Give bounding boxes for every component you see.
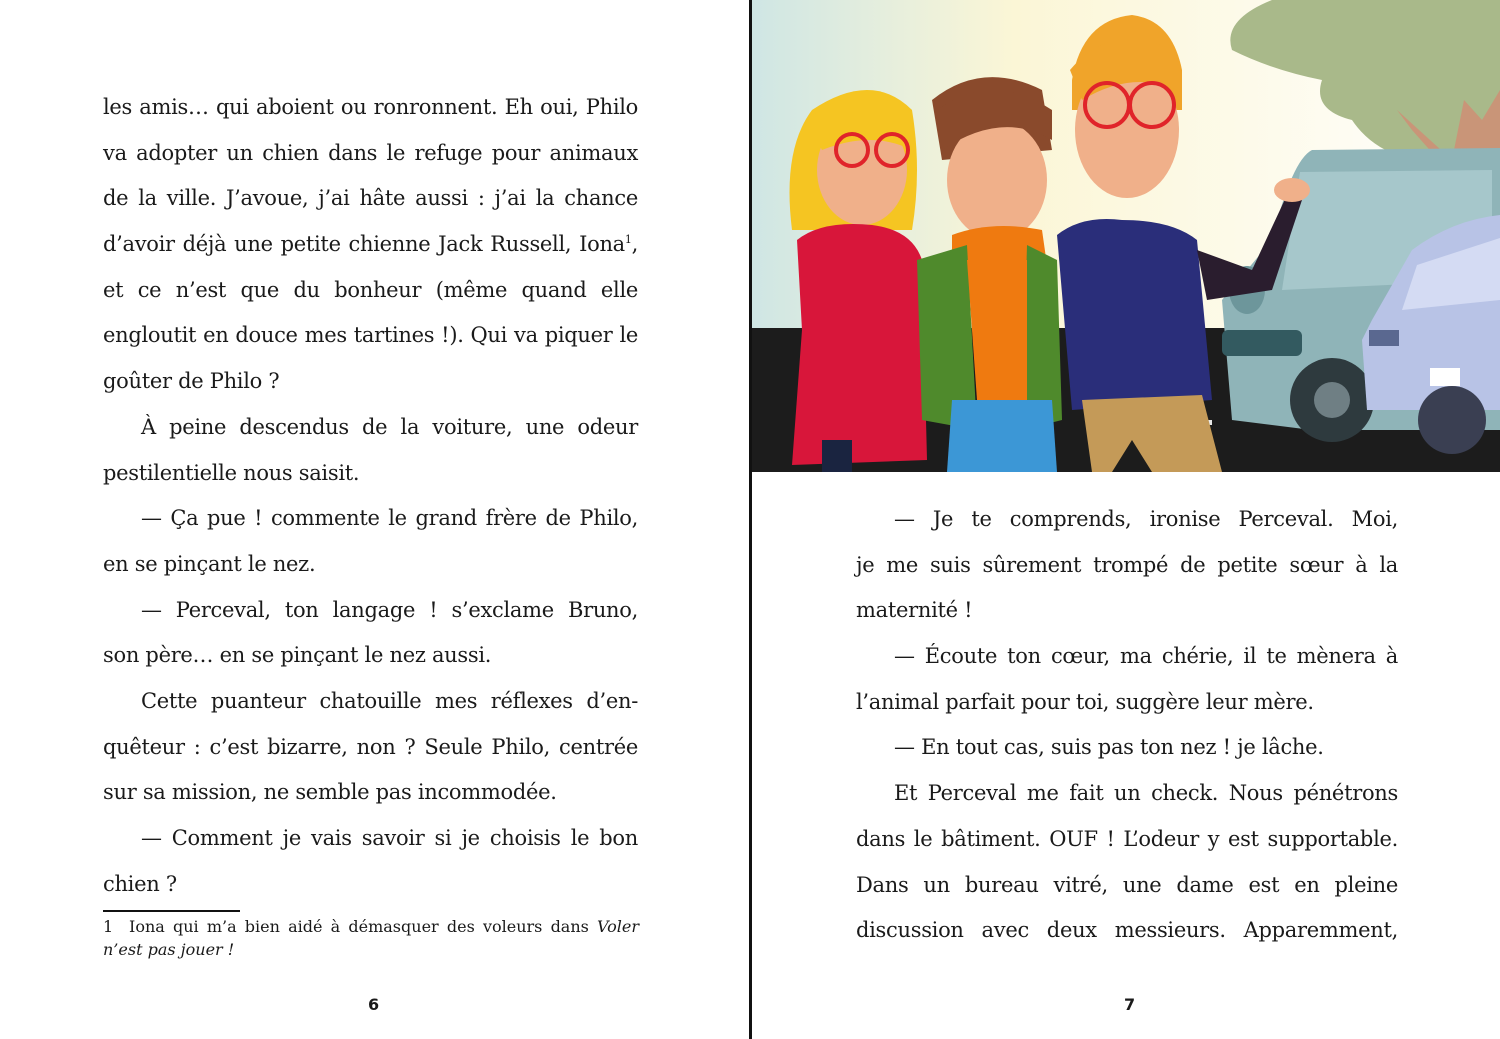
footnote-reference[interactable]: 1 <box>624 233 632 247</box>
text-line: chien ? <box>103 871 177 896</box>
right-page <box>752 0 1500 1039</box>
text-line: engloutit en douce mes tartines !). Qui va piquer le <box>103 323 638 348</box>
text-line: — Perceval, ton langage ! s’exclame Bruno, <box>141 597 638 622</box>
text-line: je me suis sûrement trompé de petite sœur à la <box>856 552 1398 577</box>
boy-character <box>917 77 1062 472</box>
left-page-body <box>103 85 638 907</box>
text-line: — Écoute ton cœur, ma chérie, il te mènera à <box>894 644 1398 669</box>
text-line: goûter de Philo ? <box>103 369 280 394</box>
right-page-body <box>856 497 1398 954</box>
text-line: dans le bâtiment. OUF ! L’odeur y est supportable. <box>856 826 1398 851</box>
text-line: À peine descendus de la voiture, une odeur <box>141 414 638 439</box>
footnote-text: Iona qui m’a bien aidé à démasquer des voleurs dans <box>129 917 598 936</box>
text-line: les amis… qui aboient ou ronronnent. Eh oui, Philo <box>103 95 638 119</box>
girl-character <box>790 90 928 472</box>
text-line: et ce n’est que du bonheur (même quand elle <box>103 277 638 302</box>
text-line: quêteur : c’est bizarre, non ? Seule Philo, centrée <box>103 734 638 759</box>
page-number-right: 7 <box>1124 995 1136 1014</box>
text-line: sur sa mission, ne semble pas incommodée. <box>103 780 557 805</box>
text-line: discussion avec deux messieurs. Apparemment, <box>856 918 1398 943</box>
text-line: Cette puanteur chatouille mes réflexes d’en- <box>141 688 638 713</box>
footnote-rule <box>103 910 240 912</box>
text-line: son père… en se pinçant le nez aussi. <box>103 643 492 668</box>
text-line: Et Perceval me fait un check. Nous pénétrons <box>894 781 1398 806</box>
text-line: va adopter un chien dans le refuge pour animaux <box>103 140 638 165</box>
text-line: en se pinçant le nez. <box>103 551 316 576</box>
text-line: — Ça pue ! commente le grand frère de Philo, <box>141 506 638 531</box>
story-illustration <box>752 0 1500 472</box>
text-line: — En tout cas, suis pas ton nez ! je lâche. <box>894 735 1324 760</box>
text-line: pestilentielle nous saisit. <box>103 460 360 485</box>
footnote-book-title: Voler n’est pas jouer ! <box>103 917 639 959</box>
text-line: maternité ! <box>856 598 973 623</box>
text-line: — Comment je vais savoir si je choisis le bon <box>141 826 638 850</box>
page-number-left: 6 <box>368 995 380 1014</box>
text-line: l’animal parfait pour toi, suggère leur mère. <box>856 689 1314 714</box>
footnote-number: 1 <box>103 917 114 936</box>
text-line: de la ville. J’avoue, j’ai hâte aussi : j’ai la chance <box>103 186 638 211</box>
text-line: — Je te comprends, ironise Perceval. Moi, <box>894 507 1398 531</box>
text-line: Dans un bureau vitré, une dame est en pleine <box>856 872 1398 897</box>
text-line: d’avoir déjà une petite chienne Jack Russell, Iona$^1$, <box>103 232 638 257</box>
footnote <box>103 915 639 961</box>
